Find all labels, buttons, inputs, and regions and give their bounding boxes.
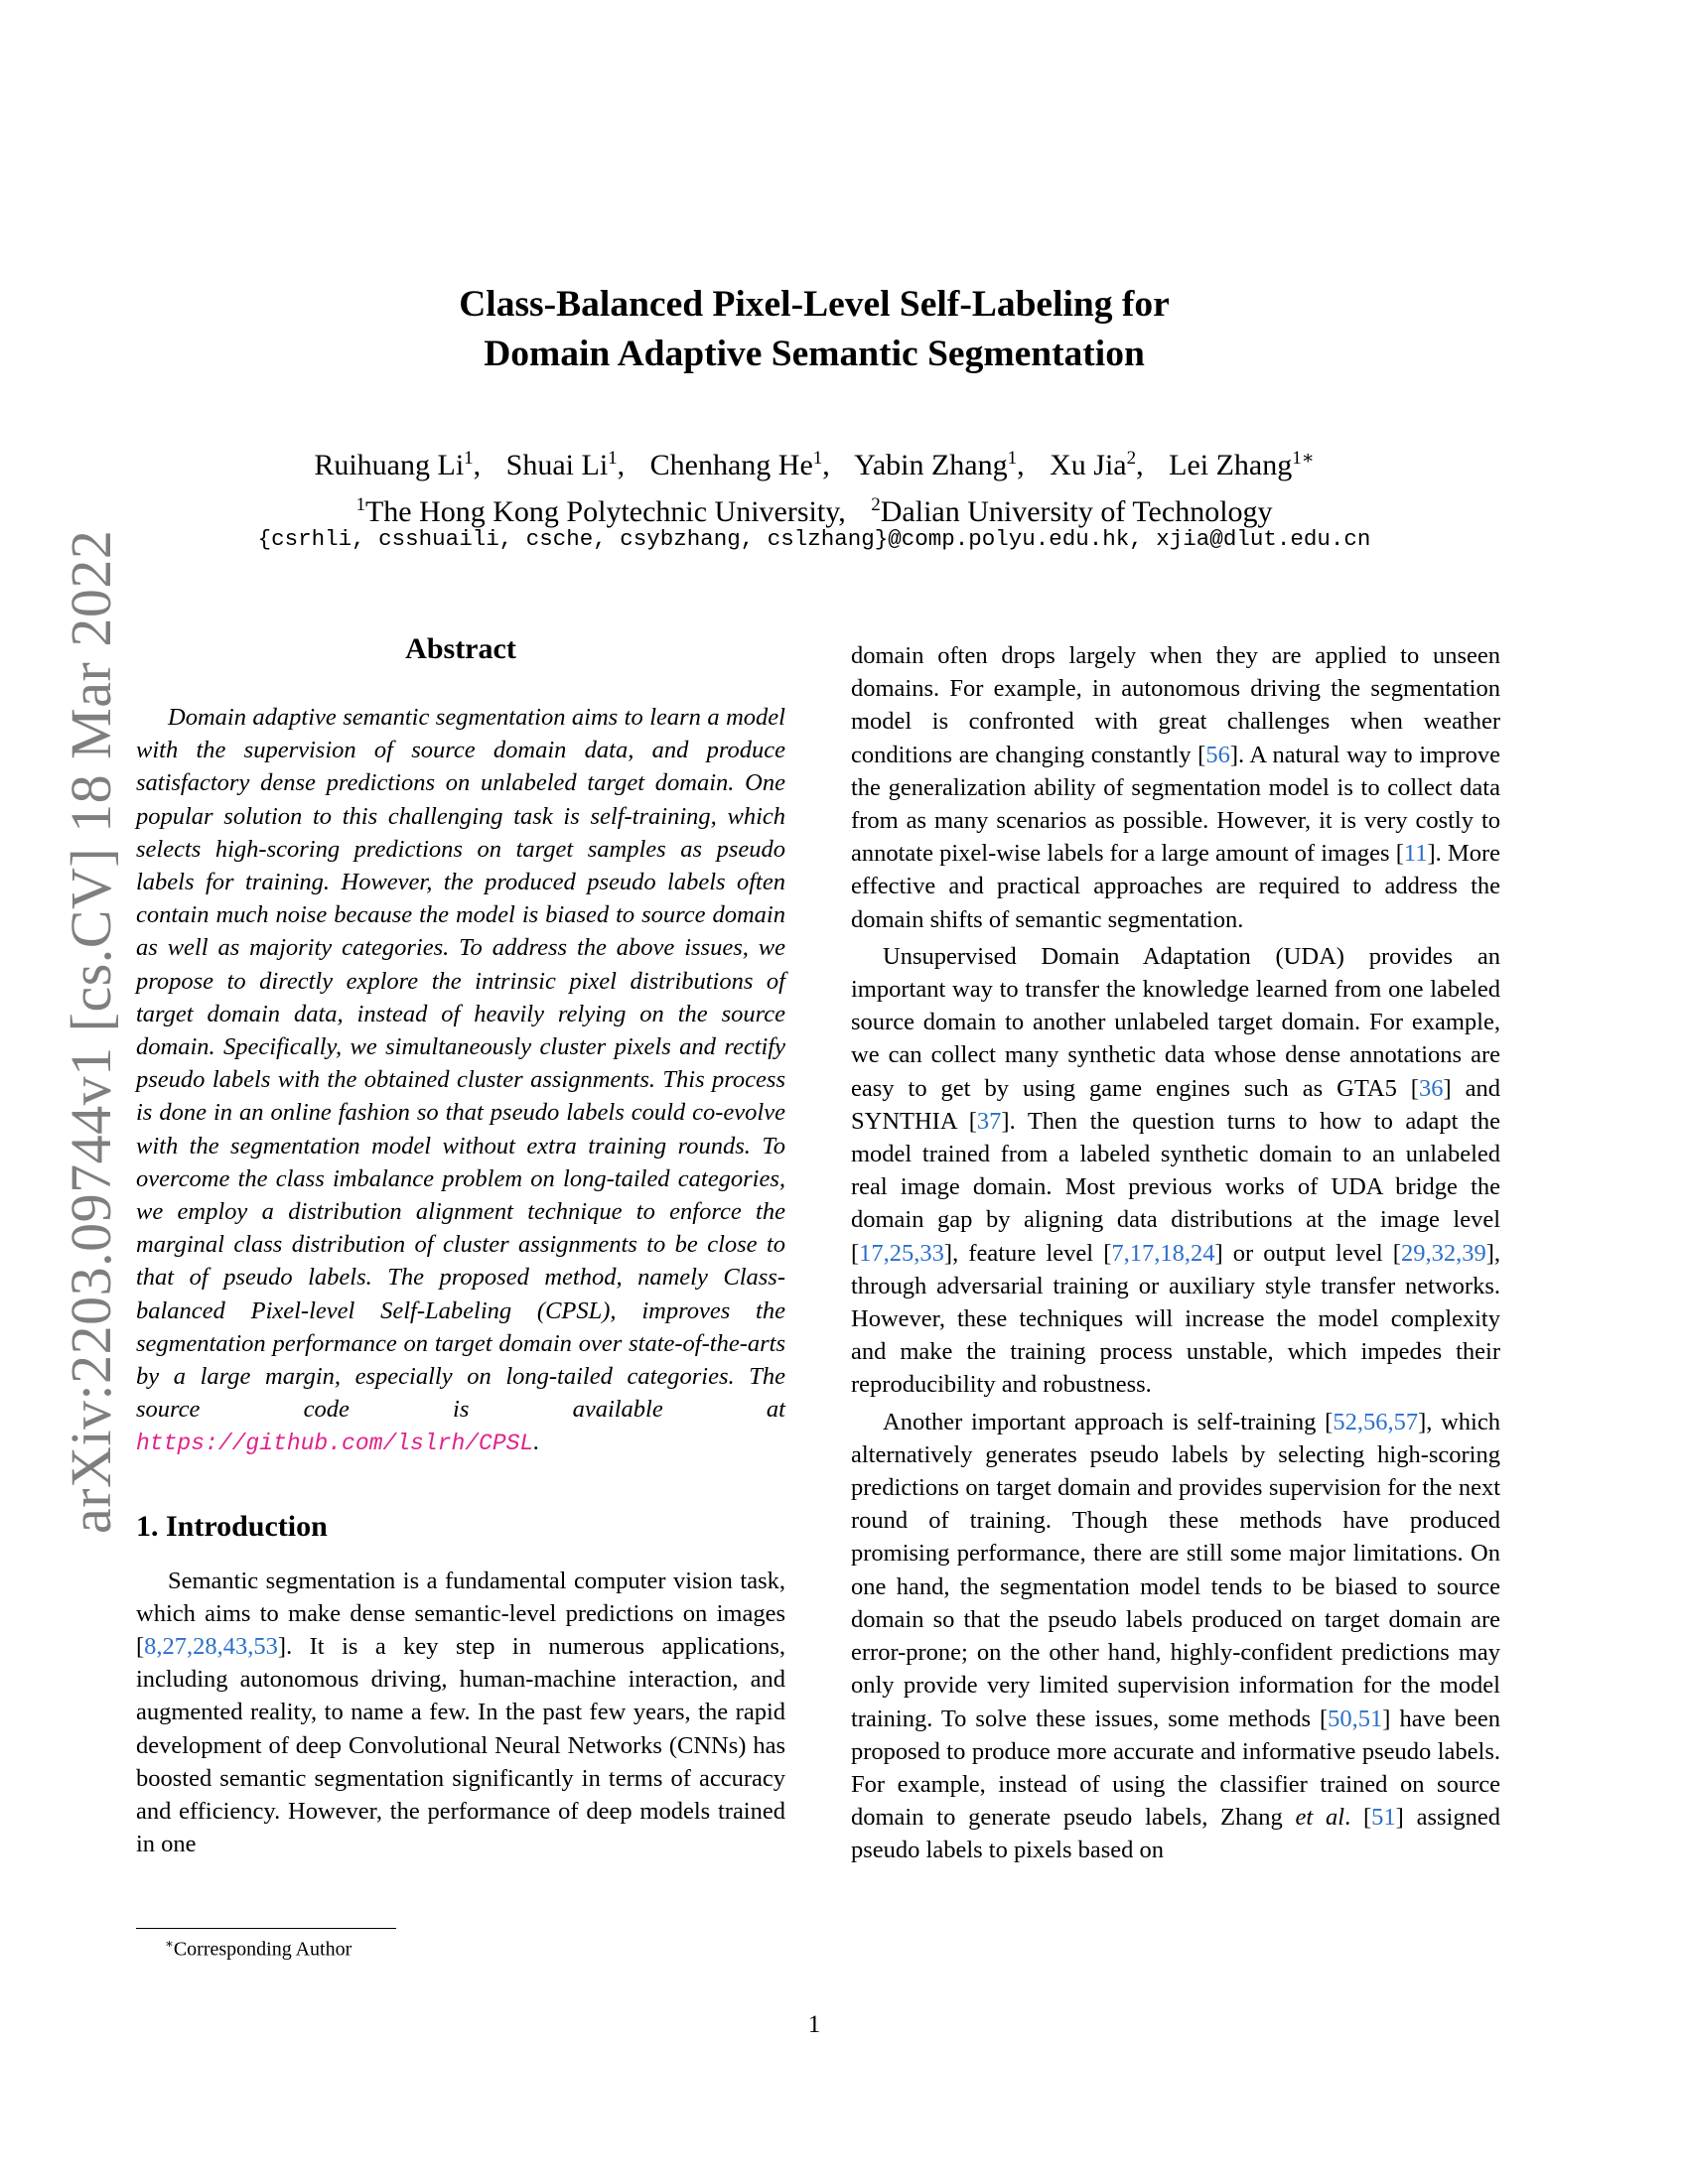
footnote-text: Corresponding Author <box>173 1938 352 1961</box>
source-code-link[interactable]: https://github.com/lslrh/CPSL <box>136 1431 534 1457</box>
citation-link[interactable]: 11 <box>1403 840 1428 868</box>
abstract-body: Domain adaptive semantic segmentation aims to learn a model with the supervision of source domain data, and produce satisfactory dense predictions on unlabeled target domain. One popular solution to this challenging task is self-training, which selects high-scoring predictions on target samples as pseudo labels for training. However, the produced pseudo labels often contain much noise because the model is biased to source domain as well as majority categories. To address the above issues, we propose to directly explore the intrinsic pixel distributions of target domain data, instead of heavily relying on the source domain. Specifically, we simultaneously cluster pixels and rectify pseudo labels with the obtained cluster assignments. This process is done in an online fashion so that pseudo labels could co-evolve with the segmentation model without extra training rounds. To overcome the class imbalance problem on long-tailed categories, we employ a distribution alignment technique to enforce the marginal class distribution of cluster assignments to be close to that of pseudo labels. The proposed method, namely Class-balanced Pixel-level Self-Labeling (CPSL), improves the segmentation performance on target domain over state-of-the-arts by a large margin, especially on long-tailed categories. The source code is available at <box>136 704 785 1424</box>
footnote-divider <box>136 1928 396 1929</box>
citation-link[interactable]: 50,51 <box>1328 1705 1383 1732</box>
citation-link[interactable]: 7,17,18,24 <box>1111 1239 1215 1267</box>
author-block <box>0 439 1628 532</box>
intro-paragraph-1-continued: domain often drops largely when they are applied to unseen domains. For example, in autonomous driving the segmentation model is confronted with great challenges when weather conditions are changing constantly [56]. A natural way to improve the generalization ability of segmentation model is to collect data from as many scenarios as possible. However, it is very costly to annotate pixel-wise labels for a large amount of images [11]. More effective and practical approaches are required to address the domain shifts of semantic segmentation. <box>851 642 1500 933</box>
citation-link[interactable]: 8,27,28,43,53 <box>144 1633 278 1661</box>
abstract-text <box>136 701 785 1461</box>
author-name: Shuai Li <box>505 449 609 481</box>
author-affiliation-mark: 1∗ <box>1292 448 1315 469</box>
citation-link[interactable]: 37 <box>976 1107 1002 1135</box>
citation-link[interactable]: 17,25,33 <box>859 1239 944 1267</box>
intro-paragraph-2: Unsupervised Domain Adaptation (UDA) provides an important way to transfer the knowledge learned from one labeled source domain to another unlabeled target domain. For example, we can collect many synthetic data whose dense annotations are easy to get by using game engines such as GTA5 [36] and SYNTHIA [37]. Then the question turns to how to adapt the model trained from a labeled synthetic domain to an unlabeled real image domain. Most previous works of UDA bridge the domain gap by aligning data distributions at the image level [17,25,33], feature level [7,17,18,24] or output level [29,32,39], through adversarial training or auxiliary style transfer networks. However, these techniques will increase the model complexity and make the training process unstable, which impedes their reproducibility and robustness. <box>851 942 1500 1399</box>
author-name: Ruihuang Li <box>314 449 465 481</box>
author-list: Ruihuang Li$^1$, Shuai Li$^1$, Chenhang He$^1$, Yabin Zhang$^1$, Xu Jia$^2$, Lei Zhang$^{1∗}$ <box>314 448 1315 481</box>
affiliation-name: The Hong Kong Polytechnic University, <box>364 495 846 528</box>
affiliation-name: Dalian University of Technology <box>880 495 1273 528</box>
abstract-heading: Abstract <box>405 632 516 665</box>
arxiv-identifier: arXiv:2203.09744v1 [cs.CV] 18 Mar 2022 <box>59 529 123 1534</box>
author-affiliation-mark: 2 <box>1126 448 1137 469</box>
title-line-2: Domain Adaptive Semantic Segmentation <box>484 334 1145 374</box>
affiliation-mark: 1 <box>355 494 365 515</box>
author-affiliation-mark: 1 <box>608 448 618 469</box>
citation-link[interactable]: 29,32,39 <box>1400 1239 1486 1267</box>
author-emails: {csrhli, csshuaili, csche, csybzhang, cslzhang}@comp.polyu.edu.hk, xjia@dlut.edu.cn <box>257 526 1371 552</box>
author-affiliation-mark: 1 <box>812 448 823 469</box>
paper-title <box>0 280 1628 379</box>
footnote-mark: ∗ <box>165 1936 174 1951</box>
author-name: Yabin Zhang <box>854 449 1008 481</box>
title-line-1: Class-Balanced Pixel-Level Self-Labeling for <box>459 284 1170 325</box>
left-column <box>136 627 785 1861</box>
author-affiliation-mark: 1 <box>1007 448 1018 469</box>
intro-paragraph-3: Another important approach is self-training [52,56,57], which alternatively generates pseudo labels by selecting high-scoring predictions on target domain and provides supervision for the next round of training. Though these methods have produced promising performance, there are still some major limitations. On one hand, the segmentation model tends to be biased to source domain so that the pseudo labels produced on target domain are error-prone; on the other hand, highly-confident predictions may only provide very limited supervision information for the model training. To solve these issues, some methods [50,51] have been proposed to produce more accurate and informative pseudo labels. For example, instead of using the classifier trained on source domain to generate pseudo labels, Zhang et al. [51] assigned pseudo labels to pixels based on <box>851 1408 1500 1864</box>
intro-paragraph-1: Semantic segmentation is a fundamental computer vision task, which aims to make dense semantic-level predictions on images [8,27,28,43,53]. It is a key step in numerous applications, including autonomous driving, human-machine interaction, and augmented reality, to name a few. In the past few years, the rapid development of deep Convolutional Neural Networks (CNNs) has boosted semantic segmentation significantly in terms of accuracy and efficiency. However, the performance of deep models trained in one <box>136 1567 785 1858</box>
abstract-end: . <box>533 1429 540 1456</box>
citation-link[interactable]: 51 <box>1371 1804 1396 1832</box>
section-heading-introduction: 1. Introduction <box>136 1509 328 1543</box>
affiliation-list <box>0 485 1628 532</box>
author-affiliation-mark: 1 <box>464 448 474 469</box>
page-number: 1 <box>807 2011 821 2038</box>
citation-link[interactable]: 36 <box>1418 1074 1444 1102</box>
right-column <box>851 639 1500 1867</box>
author-name: Xu Jia <box>1050 449 1127 481</box>
author-name: Lei Zhang <box>1169 449 1293 481</box>
citation-link[interactable]: 56 <box>1205 741 1230 768</box>
affiliation-mark: 2 <box>871 494 881 515</box>
author-name: Chenhang He <box>649 449 813 481</box>
citation-link[interactable]: 52,56,57 <box>1333 1408 1419 1435</box>
footnote <box>165 1936 352 1962</box>
